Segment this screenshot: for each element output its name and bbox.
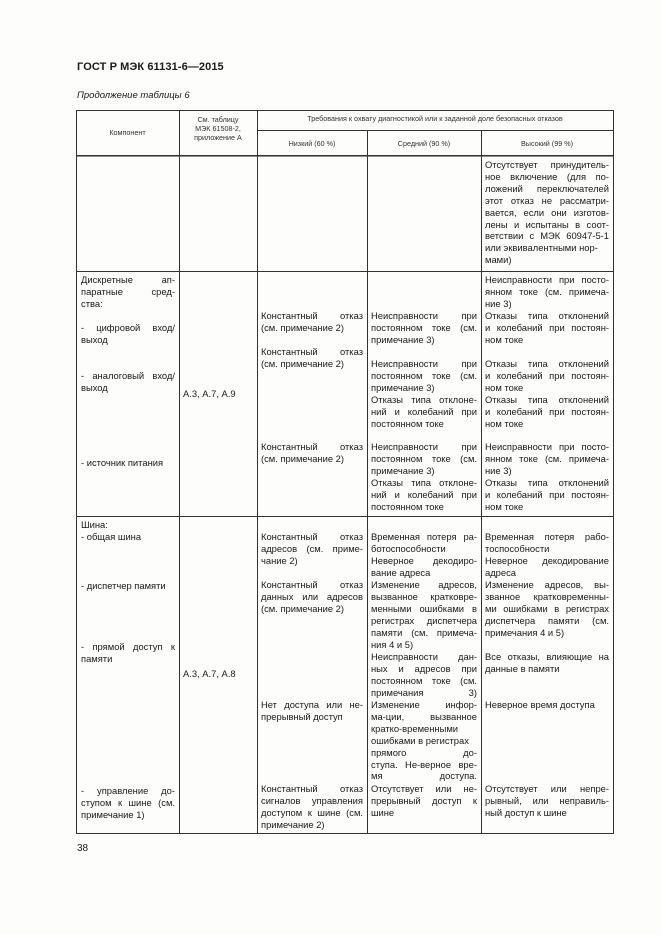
- row3-medium-direct: Неисправности дан- ных и адресов при постоянном токе (см. примечания 3): [371, 651, 477, 698]
- table-left-border: [76, 110, 77, 833]
- row2-low-digital: Константный отказ (см. примечание 2): [261, 310, 363, 333]
- row2-analog-io: - аналоговый вход/ выход: [81, 370, 175, 393]
- table-bottom-border: [76, 833, 614, 834]
- table-right-border: [613, 110, 614, 833]
- row2-digital-io: - цифровой вход/ выход: [81, 322, 175, 345]
- row3-low-bus-control: Константный отказ сигналов управления доступом к шине (см. примечание 2): [261, 783, 363, 830]
- document-code: ГОСТ Р МЭК 61131-6—2015: [77, 61, 224, 73]
- col-border-4: [481, 130, 482, 833]
- row3-high-direct: Все отказы, влияющие на данные в памяти: [485, 651, 609, 674]
- row2-power-source: - источник питания: [81, 457, 164, 468]
- header-requirements: Требования к охвату диагностикой или к заданной доле безопасных отказов: [307, 114, 563, 123]
- header-low: Низкий (60 %): [288, 139, 336, 148]
- header-bottom-double: [76, 156, 614, 157]
- row3-low-memory: Константный отказ данных или адресов (см. примечание 2): [261, 579, 363, 614]
- row2-medium-digital: Неисправности при постоянном токе (см. примечание 3): [371, 310, 477, 345]
- row2-high-digital: Отказы типа отклонений и колебаний при постоян- ном токе: [485, 310, 609, 345]
- table-top-border: [76, 110, 614, 111]
- col-border-1: [179, 110, 180, 833]
- header-high: Высокий (99 %): [521, 139, 573, 148]
- row2-component-title: Дискретные ап- паратные сред- ства:: [81, 274, 175, 309]
- row3-medium-dma: Изменение инфор- ма-ции, вызванное кратко-временными ошибками в регистрах прямого до- ступа. Не-верное вре- мя доступа.: [371, 699, 477, 782]
- row2-medium-power: Неисправности при постоянном токе (см. примечание 3) Отказы типа отклоне- ний и колебаний при постоянном токе: [371, 441, 477, 512]
- row3-medium-bus-control: Отсутствует или не- прерывный доступ к шине: [371, 783, 477, 818]
- row3-reference: А.3, А.7, А.8: [183, 668, 236, 679]
- row2-low-analog: Константный отказ (см. примечание 2): [261, 346, 363, 369]
- row3-low-dma: Нет доступа или не- прерывный доступ: [261, 699, 363, 722]
- row3-bus-access-control: - управление до- ступом к шине (см. примечание 1): [81, 785, 175, 820]
- row3-high-dma: Неверное время доступа: [485, 699, 595, 710]
- row3-high-bus-control: Отсутствует или непре- рывный, или неправиль- ный доступ к шине: [485, 783, 609, 818]
- table-continuation-label: Продолжение таблицы 6: [77, 90, 190, 101]
- row2-low-power: Константный отказ (см. примечание 2): [261, 441, 363, 464]
- page-number: 38: [77, 843, 89, 854]
- row3-memory-manager: - диспетчер памяти: [81, 580, 166, 591]
- header-reference: См. таблицу МЭК 61508-2, приложение А: [194, 115, 242, 142]
- row3-high-memory: Изменение адресов, вы- званное кратковременны- ми ошибками в регистрах диспетчера памяти (см. примечания 4 и 5): [485, 579, 609, 638]
- row-border-2: [76, 516, 614, 517]
- row2-high-analog: Отказы типа отклонений и колебаний при постоян- ном токе Отказы типа отклонений и колебаний при постоян- ном токе: [485, 358, 609, 429]
- row3-high-common: Временная потеря рабо- тоспособности Неверное декодирование адреса: [485, 531, 609, 578]
- row3-low-common: Константный отказ адресов (см. приме- чание 2): [261, 531, 363, 566]
- col-border-3: [367, 130, 368, 833]
- row2-high-dtitle: Неисправности при посто- янном токе (см. примеча- ние 3): [485, 274, 609, 309]
- row3-medium-common: Временная потеря ра- ботоспособности Неверное декодиро- вание адреса: [371, 531, 477, 578]
- header-component: Компонент: [109, 128, 146, 137]
- header-sub-border: [257, 130, 614, 131]
- row-border-1: [76, 271, 614, 272]
- row2-reference: А.3, А.7, А.9: [183, 388, 236, 399]
- row1-high-text: Отсутствует принудитель- ное включение (для по- ложений переключателей этот отказ не рассматри- вается, если они изготов- лены и испытаны в соот- ветствии с МЭК 60947-5-1 или эквивалентными нор- мами): [485, 159, 609, 266]
- row3-component-title: Шина: - общая шина: [81, 519, 142, 542]
- col-border-2: [257, 110, 258, 833]
- row2-medium-analog: Неисправности при постоянном токе (см. примечание 3) Отказы типа отклоне- ний и колебаний при постоянном токе: [371, 358, 477, 429]
- row3-direct-access: - прямой доступ к памяти: [81, 641, 175, 664]
- row2-high-power: Неисправности при посто- янном токе (см. примеча- ние 3) Отказы типа отклонений и колебаний при постоян- ном токе: [485, 441, 609, 512]
- header-medium: Средний (90 %): [397, 139, 451, 148]
- row3-medium-memory: Изменение адресов, вызванное кратковре- менными ошибками в регистрах диспетчера памяти (см. примеча- ния 4 и 5): [371, 579, 477, 650]
